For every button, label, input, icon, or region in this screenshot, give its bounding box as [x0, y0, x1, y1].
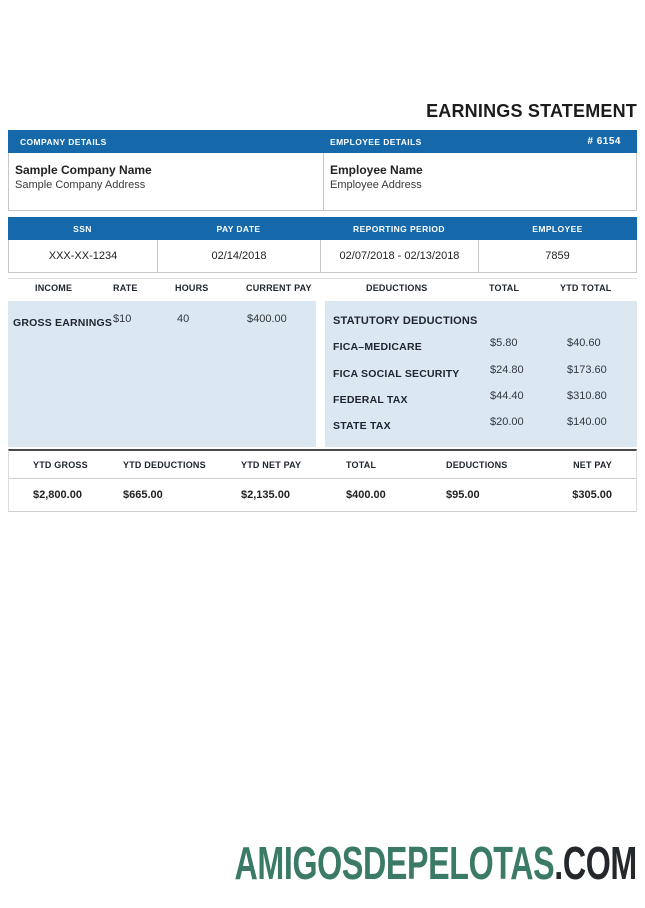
employee-details	[324, 153, 636, 210]
ytd-gross-value: $2,800.00	[33, 489, 82, 501]
income-panel	[8, 301, 316, 447]
deduction-label: FICA SOCIAL SECURITY	[333, 368, 460, 380]
deductions-header: DEDUCTIONS	[366, 283, 428, 293]
deduction-total: $44.40	[490, 390, 524, 402]
details-header-bar	[8, 130, 637, 153]
net-pay-header: NET PAY	[573, 459, 612, 470]
deduction-total: $20.00	[490, 416, 524, 428]
deduction-row	[333, 390, 629, 408]
current-pay-header: CURRENT PAY	[246, 283, 312, 293]
income-header: INCOME	[35, 283, 73, 293]
deductions-header: DEDUCTIONS	[446, 459, 508, 470]
pay-date-value: 02/14/2018	[158, 240, 321, 272]
pay-date-header: PAY DATE	[216, 223, 261, 234]
gross-earnings-hours: 40	[177, 313, 190, 325]
gross-earnings-label: GROSS EARNINGS	[13, 317, 113, 329]
employee-number-value: 7859	[545, 250, 570, 262]
ssn-value: XXX-XX-1234	[9, 240, 158, 272]
earnings-header-row	[8, 278, 637, 298]
company-details	[9, 153, 324, 210]
company-name: Sample Company Name	[15, 163, 152, 177]
gross-earnings-current-pay: $400.00	[247, 313, 287, 325]
details-section	[8, 130, 637, 211]
deduction-row	[333, 416, 629, 434]
ssn-header: SSN	[73, 223, 92, 234]
footer-brand	[235, 836, 637, 890]
deduction-label: FEDERAL TAX	[333, 394, 408, 406]
ytd-net-pay-value: $2,135.00	[241, 489, 290, 501]
deduction-ytd: $173.60	[567, 364, 607, 376]
total-header: TOTAL	[346, 459, 377, 470]
ytd-net-pay-header: YTD NET PAY	[241, 459, 302, 470]
page-title: EARNINGS STATEMENT	[426, 101, 637, 121]
employee-address: Employee Address	[330, 179, 422, 191]
reporting-period-header: REPORTING PERIOD	[353, 223, 445, 234]
summary-header-row	[9, 451, 636, 479]
gross-earnings-row	[13, 313, 287, 331]
pay-info-values-row	[8, 240, 637, 273]
ytd-total-header: YTD TOTAL	[560, 283, 612, 293]
deduction-ytd: $140.00	[567, 416, 607, 428]
net-pay-value: $305.00	[572, 489, 612, 501]
footer-brand-tld: .COM	[554, 837, 637, 889]
rate-header: RATE	[113, 283, 138, 293]
details-body	[8, 153, 637, 211]
deductions-panel	[325, 301, 637, 447]
total-value: $400.00	[346, 489, 386, 501]
summary-values-row	[9, 479, 636, 511]
deduction-row	[333, 337, 629, 355]
deduction-ytd: $310.80	[567, 390, 607, 402]
statement-number: # 6154	[587, 136, 621, 147]
deduction-label: STATE TAX	[333, 420, 391, 432]
total-header: TOTAL	[489, 283, 520, 293]
earnings-section	[8, 278, 637, 447]
employee-number-header: EMPLOYEE	[532, 223, 583, 234]
reporting-period-value: 02/07/2018 - 02/13/2018	[321, 240, 479, 272]
employee-details-header: EMPLOYEE DETAILS	[330, 136, 422, 147]
gross-earnings-rate: $10	[113, 313, 132, 325]
deductions-value: $95.00	[446, 489, 480, 501]
pay-info-header-row	[8, 217, 637, 240]
employee-name: Employee Name	[330, 163, 423, 177]
footer-brand-name: AMIGOSDEPELOTAS	[234, 837, 555, 889]
deduction-label: FICA–MEDICARE	[333, 341, 422, 353]
deduction-total: $24.80	[490, 364, 524, 376]
ytd-deductions-header: YTD DEDUCTIONS	[123, 459, 206, 470]
pay-info-table	[8, 217, 637, 273]
hours-header: HOURS	[175, 283, 209, 293]
ytd-gross-header: YTD GROSS	[33, 459, 88, 470]
company-address: Sample Company Address	[15, 179, 146, 191]
deduction-row	[333, 364, 629, 382]
company-details-header: COMPANY DETAILS	[20, 136, 107, 147]
ytd-deductions-value: $665.00	[123, 489, 163, 501]
summary-section	[8, 449, 637, 512]
statutory-deductions-title: STATUTORY DEDUCTIONS	[333, 315, 478, 327]
earnings-panels	[8, 301, 637, 447]
deduction-total: $5.80	[490, 337, 518, 349]
deduction-ytd: $40.60	[567, 337, 601, 349]
